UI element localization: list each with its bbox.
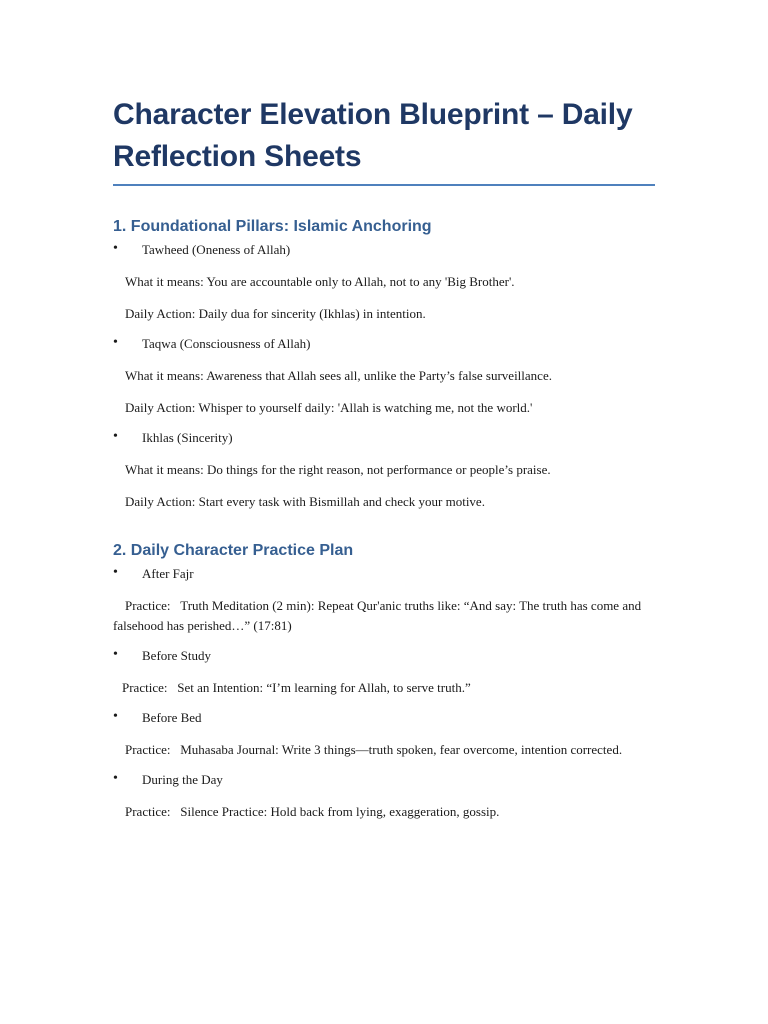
bullet-icon: •: [113, 335, 118, 350]
list-item-label: Tawheed (Oneness of Allah): [142, 242, 291, 257]
meaning-text: What it means: You are accountable only to Allah, not to any 'Big Brother'.: [125, 274, 515, 289]
bullet-icon: •: [113, 647, 118, 662]
practice-description: Silence Practice: Hold back from lying, exaggeration, gossip.: [180, 804, 500, 819]
meaning-text: What it means: Awareness that Allah sees all, unlike the Party’s false surveillance.: [125, 368, 552, 383]
practice-label: Practice:: [125, 742, 171, 757]
list-item-before-bed: [113, 710, 655, 726]
section-heading-foundational-pillars: 1. Foundational Pillars: Islamic Anchoring: [113, 218, 432, 235]
daily-action-text: Daily Action: Whisper to yourself daily: 'Allah is watching me, not the world.': [125, 400, 533, 415]
bullet-icon: •: [113, 709, 118, 724]
practice-description: Muhasaba Journal: Write 3 things—truth spoken, fear overcome, intention corrected.: [180, 742, 623, 757]
list-item-before-study: [113, 648, 655, 664]
list-item-during-the-day: [113, 772, 655, 788]
list-item-label: Taqwa (Consciousness of Allah): [142, 336, 311, 351]
document-page: [113, 94, 655, 822]
list-item-tawheed: [113, 242, 655, 258]
list-item-label: Before Bed: [142, 710, 202, 725]
list-item-label: Before Study: [142, 648, 211, 663]
list-item-after-fajr: [113, 566, 655, 582]
meaning-text: What it means: Do things for the right reason, not performance or people’s praise.: [125, 462, 551, 477]
practice-text: [113, 596, 655, 636]
practice-description: Truth Meditation (2 min): Repeat Qur'anic truths like: “And say: The truth has come and falsehood has perished…” (17:81): [113, 598, 642, 633]
bullet-icon: •: [113, 771, 118, 786]
bullet-icon: •: [113, 565, 118, 580]
daily-action-text: Daily Action: Daily dua for sincerity (Ikhlas) in intention.: [125, 306, 426, 321]
practice-text: [113, 802, 655, 822]
practice-label: Practice:: [125, 598, 171, 613]
practice-text: [113, 740, 655, 760]
practice-text: [113, 678, 655, 698]
list-item-label: Ikhlas (Sincerity): [142, 430, 233, 445]
section-heading-daily-practice: 2. Daily Character Practice Plan: [113, 542, 354, 559]
practice-label: Practice:: [125, 804, 171, 819]
list-item-label: After Fajr: [142, 566, 194, 581]
bullet-icon: •: [113, 241, 118, 256]
practice-description: Set an Intention: “I’m learning for Allah, to serve truth.”: [177, 680, 471, 695]
bullet-icon: •: [113, 429, 118, 444]
list-item-ikhlas: [113, 430, 655, 446]
daily-action-text: Daily Action: Start every task with Bismillah and check your motive.: [125, 494, 485, 509]
document-title: Character Elevation Blueprint – Daily Reflection Sheets: [113, 94, 655, 186]
list-item-taqwa: [113, 336, 655, 352]
list-item-label: During the Day: [142, 772, 223, 787]
practice-label: Practice:: [122, 680, 168, 695]
